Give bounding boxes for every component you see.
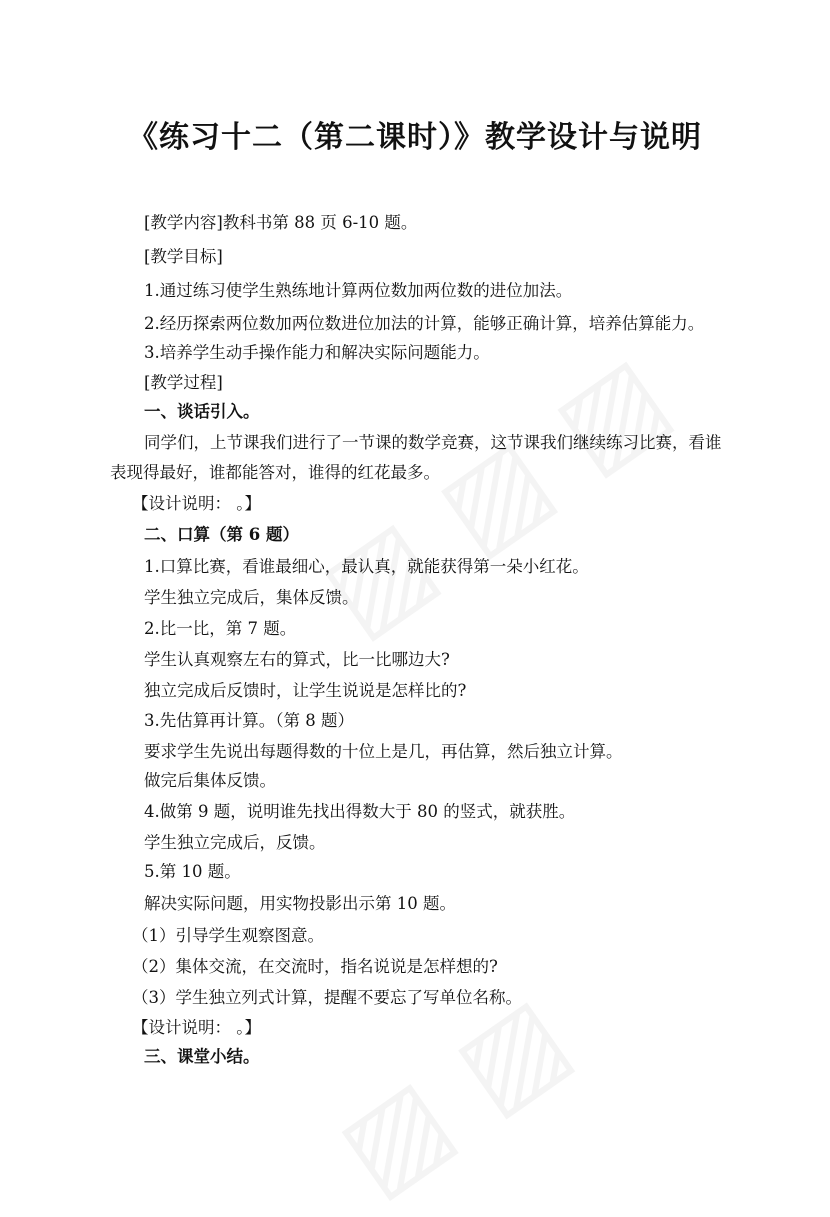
paragraph-line: 4.做第 9 题，说明谁先找出得数大于 80 的竖式，就获胜。 [144, 802, 576, 821]
document-title: 《练习十二（第二课时）》教学设计与说明 [128, 120, 702, 155]
paragraph-line: 同学们，上节课我们进行了一节课的数学竞赛，这节课我们继续练习比赛，看谁 [144, 433, 722, 452]
paragraph-line: 5.第 10 题。 [144, 862, 241, 881]
paragraph-line: 学生认真观察左右的算式，比一比哪边大? [144, 650, 450, 669]
design-note: 【设计说明： 。】 [132, 1018, 261, 1037]
teaching-content: [教学内容]教科书第 88 页 6-10 题。 [144, 213, 418, 232]
list-item: （2）集体交流，在交流时，指名说说是怎样想的? [132, 957, 498, 976]
step-heading-3: 三、课堂小结。 [144, 1047, 260, 1066]
paragraph-line: 学生独立完成后，反馈。 [144, 833, 326, 852]
list-item: （1）引导学生观察图意。 [132, 926, 324, 945]
paragraph-line: 解决实际问题，用实物投影出示第 10 题。 [144, 894, 456, 913]
paragraph-line: 3.先估算再计算。（第 8 题） [144, 711, 354, 730]
paragraph-line: 学生独立完成后，集体反馈。 [144, 588, 359, 607]
objective-3: 3.培养学生动手操作能力和解决实际问题能力。 [144, 343, 490, 362]
paragraph-line: 独立完成后反馈时，让学生说说是怎样比的? [144, 681, 467, 700]
step-heading-1: 一、谈话引入。 [144, 402, 260, 421]
paragraph-line: 1.口算比赛，看谁最细心，最认真，就能获得第一朵小红花。 [144, 557, 589, 576]
step-heading-2: 二、口算（第 6 题） [144, 525, 299, 544]
section-heading-objectives: [教学目标] [144, 247, 223, 266]
objective-2: 2.经历探索两位数加两位数进位加法的计算，能够正确计算，培养估算能力。 [144, 314, 705, 333]
paragraph-line: 做完后集体反馈。 [144, 771, 276, 790]
objective-1: 1.通过练习使学生熟练地计算两位数加两位数的进位加法。 [144, 281, 573, 300]
paragraph-line: 表现得最好，谁都能答对，谁得的红花最多。 [110, 463, 440, 482]
paragraph-line: 要求学生先说出每题得数的十位上是几，再估算，然后独立计算。 [144, 742, 623, 761]
list-item: （3）学生独立列式计算，提醒不要忘了写单位名称。 [132, 988, 522, 1007]
paragraph-line: 2.比一比，第 7 题。 [144, 619, 297, 638]
section-heading-process: [教学过程] [144, 373, 223, 392]
design-note: 【设计说明： 。】 [132, 494, 261, 513]
